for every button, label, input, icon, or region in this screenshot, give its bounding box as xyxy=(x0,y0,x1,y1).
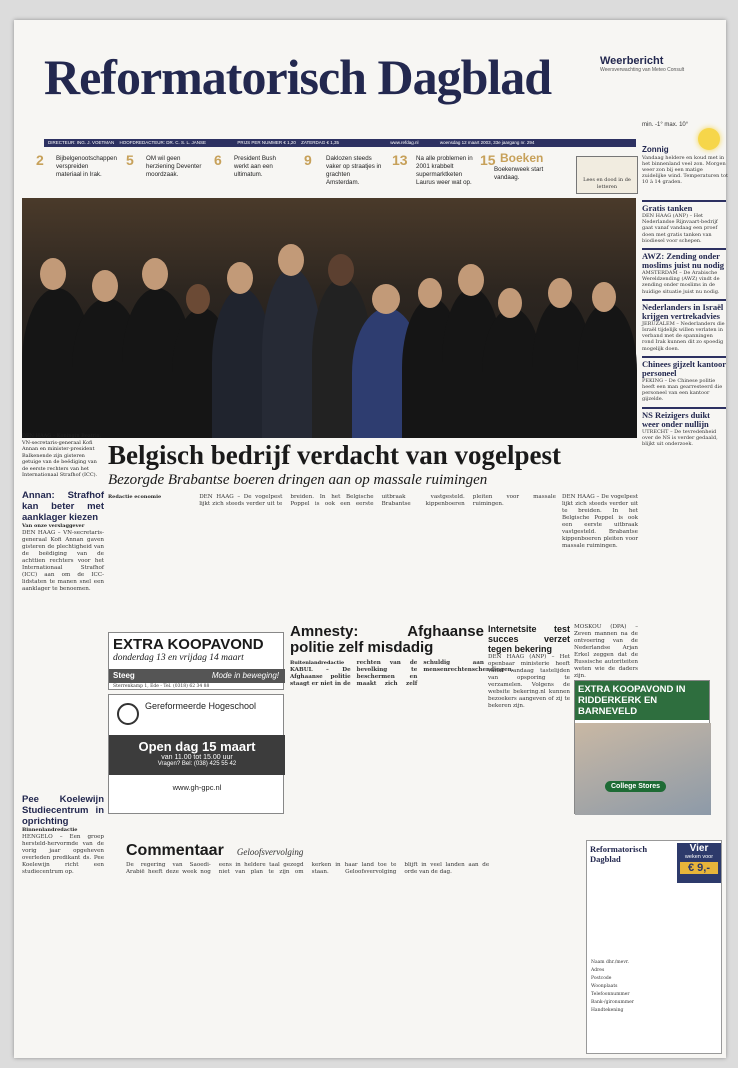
annan-body: DEN HAAG – VN-secretaris-generaal Kofi Annan gaven gisteren de plechtigheid van de beëdiging van de achttien rechters voor het Internationaal Strafhof (ICC) aan om de ICC-lidstaten te manen snel een aanklager te benoemen. xyxy=(22,530,104,592)
teaser-text: Bijbelgenootschappen verspreiden materiaal in Irak. xyxy=(56,155,117,178)
commentary-label: Commentaar xyxy=(126,842,224,859)
subscription-fields xyxy=(591,959,671,1015)
teaser-books-label: Boeken xyxy=(500,151,544,165)
info-website[interactable]: www.refdag.nl xyxy=(390,140,419,145)
field-bank[interactable]: Bank-/gironummer xyxy=(591,1000,634,1005)
sidebar-body: UTRECHT – De tevredenheid over de NS is verder gedaald, blijkt uit onderzoek. xyxy=(642,428,718,448)
lead-headline[interactable]: Belgisch bedrijf verdacht van vogelpest xyxy=(108,440,561,470)
sidebar-body: JERUZALEM – Nederlanders die Israël tijdelijk willen verlaten in verband met de spanningen rond Irak kunnen dit zo spoedig mogelijk doen. xyxy=(642,320,725,352)
annan-article xyxy=(22,490,104,610)
subscription-brand: Reformatorisch Dagblad xyxy=(590,844,648,864)
college-photo xyxy=(575,723,711,815)
sidebar-item[interactable] xyxy=(642,407,726,448)
koopavond-subtitle: donderdag 13 en vrijdag 14 maart xyxy=(113,653,244,663)
koopavond-tagline: Mode in beweging! xyxy=(211,671,279,680)
photo-caption: DEN HAAG – Koningin Beatrix, VN-secretaris-generaal Kofi Annan en minister-president Balkenende zijn gisteren getuige van de beëdiging van de eerste rechters van het Internationaal Strafhof (ICC). xyxy=(22,433,102,478)
internet-article xyxy=(488,624,570,836)
weather-box xyxy=(600,55,718,73)
weather-forecast xyxy=(642,145,728,185)
teaser-strip xyxy=(28,150,640,200)
school-url[interactable]: www.gh-gpc.nl xyxy=(172,783,222,792)
sidebar-headline: NS Reizigers duikt weer onder nullijn xyxy=(642,409,710,429)
weather-temps: min. -1° max. 10° xyxy=(642,122,689,128)
annan-headline[interactable]: Annan: Strafhof kan beter met aanklager kiezen xyxy=(22,490,104,523)
moskou-article xyxy=(574,624,638,679)
field-phone[interactable]: Telefoonnummer xyxy=(591,992,630,997)
teaser-text: OM wil geen herziening Deventer moordzaak. xyxy=(146,155,202,178)
annan-byline: Van onze verslaggever xyxy=(22,523,85,529)
school-logo-icon xyxy=(117,703,139,725)
masthead-title: Reformatorisch Dagblad xyxy=(44,49,552,105)
field-name[interactable]: Naam dhr./mevr. xyxy=(591,960,629,965)
sidebar-body: PEKING – De Chinese politie heeft een man gearresteerd die personeel van een kantoor gijzelde. xyxy=(642,377,723,403)
commentary-header xyxy=(126,840,582,858)
newspaper-page xyxy=(14,20,729,1058)
info-date: woensdag 12 maart 2003, 33e jaargang nr. 294 xyxy=(439,140,535,145)
teaser-text: Na alle problemen in 2001 krabbelt supermarktketen Laurus weer wat op. xyxy=(416,155,473,186)
koelewijn-article xyxy=(22,794,104,1044)
sidebar-body: AMSTERDAM – De Arabische Wereldzending (AWZ) vindt de zending onder moslims in de huidige situatie juist nu nodig. xyxy=(642,270,720,295)
teaser-page-number: 5 xyxy=(126,152,134,168)
info-bar xyxy=(44,139,636,147)
teaser-text: President Bush werkt aan een ultimatum. xyxy=(234,155,276,178)
teaser-page-number: 6 xyxy=(214,152,222,168)
weather-text: Vandaag heldere en koud met in het binnenland veel zon. Morgen weer zon bij een matige zuidelijke wind. Temperaturen tot 10 à 14 graden. xyxy=(642,155,729,185)
teaser-text: Daklozen steeds vaker op straatjes in grachten Amsterdam. xyxy=(326,155,382,186)
sidebar-body: DEN HAAG (ANP) – Het Nederlandse Rijnvaart-bedrijf gaat vanaf vandaag een proef doen met gratis tanken van biodiesel voor schepen. xyxy=(642,213,718,244)
sidebar-item[interactable] xyxy=(642,200,726,244)
koelewijn-headline[interactable]: Pee Koelewijn Studiecentrum in oprichting xyxy=(22,794,104,827)
teaser-text: Boekenweek start vandaag. xyxy=(494,166,544,181)
school-open-block xyxy=(109,735,285,775)
lead-continued xyxy=(562,494,638,609)
offer-line1: Vier xyxy=(689,843,709,854)
news-sidebar xyxy=(642,200,726,451)
field-city[interactable]: Woonplaats xyxy=(591,984,618,989)
lead-byline: Redactie economie xyxy=(108,494,162,500)
commentary-topic: Geloofsvervolging xyxy=(236,847,304,857)
info-director: DIRECTEUR: ING. J. VOETMAN xyxy=(48,140,115,145)
offer-line2: weken voor xyxy=(684,854,714,860)
commentary-body xyxy=(126,862,582,1052)
school-phone: Vragen? Bel: (038) 425 55 42 xyxy=(157,761,237,767)
amnesty-columns xyxy=(290,660,514,688)
amnesty-article xyxy=(290,623,514,834)
teaser-page-number: 13 xyxy=(392,152,408,168)
school-time: van 11.00 tot 15.00 uur xyxy=(161,754,233,761)
lead-continued-text: DEN HAAG – De vogelpest lijkt zich steeds verder uit te breiden. In het Belgische Poppel is ook een eerste uitbraak vastgesteld. Brabantse kippenboeren pleiten voor massale ruimingen. xyxy=(562,494,638,549)
field-postcode[interactable]: Postcode xyxy=(591,976,612,981)
college-title: EXTRA KOOPAVOND IN RIDDERKERK EN BARNEVELD xyxy=(575,681,709,720)
sidebar-headline: Nederlanders in Israël krijgen vertrekadvies xyxy=(642,301,724,321)
sidebar-headline: Gratis tanken xyxy=(642,203,693,213)
koelewijn-body: HENGELO – Een groep hersteld-hervormde van de vorig jaar opgeheven overleden predikant ds. Pee Koelewijn richt een studiecentrum op. xyxy=(22,834,104,875)
weather-heading: Weerbericht xyxy=(600,55,664,67)
koelewijn-byline: Binnenlandredactie xyxy=(22,827,78,833)
offer-price: € 9,- xyxy=(680,862,718,874)
sidebar-headline: Chinees gijzelt kantoor personeel xyxy=(642,358,726,378)
info-editor: HOOFDREDACTEUR: DR. C. S. L. JANSE xyxy=(119,140,207,145)
sidebar-headline: AWZ: Zending onder moslims juist nu nodig xyxy=(642,251,724,271)
internet-body: DEN HAAG (ANP) – Het openbaar ministerie heeft vanaf vandaag tastelijden van opsporing te verzamelen. Volgens de website bekering.nl kunnen bezoekers aangeven of zij te bekeren zijn. xyxy=(488,654,570,709)
subscription-offer xyxy=(677,843,721,883)
front-photo xyxy=(22,198,636,430)
amnesty-headline[interactable]: Amnesty: Afghaanse politie zelf misdadig xyxy=(290,623,484,656)
info-price: PRIJS PER NUMMER € 1,20 xyxy=(237,140,296,145)
koopavond-address: Sterrenkamp 1, Ede - Tel. (0318) 62 34 88 xyxy=(113,684,210,689)
teaser-page-number: 2 xyxy=(36,152,44,168)
koopavond-title: EXTRA KOOPAVOND xyxy=(113,636,264,653)
moskou-body: MOSKOU (DPA) – Zeven mannen na de ontvoering van de Nederlandse Arjan Erkel zeggen dat de Russische autoriteiten weten wie de daders zijn. xyxy=(574,624,638,679)
field-signature[interactable]: Handtekening xyxy=(591,1008,624,1013)
koopavond-brand: Steeg xyxy=(113,671,135,680)
teaser-page-number: 15 xyxy=(480,152,496,168)
internet-headline[interactable]: Internetsite test succes verzet tegen bekering xyxy=(488,624,570,654)
sidebar-item[interactable] xyxy=(642,356,726,403)
school-ad[interactable] xyxy=(108,694,284,814)
lees-logo: Lees en dood in de letteren xyxy=(576,156,638,194)
college-ad[interactable] xyxy=(574,680,710,814)
lead-subheadline: Bezorgde Brabantse boeren dringen aan op massale ruimingen xyxy=(108,472,488,488)
lead-text: DEN HAAG – De vogelpest lijkt zich steeds verder uit te breiden. In het Belgische Poppel is ook een eerste uitbraak vastgesteld. Brabantse kippenboeren pleiten voor massale ruimingen. xyxy=(199,494,556,507)
amnesty-byline: Buitenlandredactie xyxy=(290,660,345,666)
lead-body xyxy=(108,494,556,624)
teaser-page-number: 9 xyxy=(304,152,312,168)
field-address[interactable]: Adres xyxy=(591,968,605,973)
subscription-form xyxy=(586,840,722,1054)
school-open-day: Open dag 15 maart xyxy=(138,739,256,754)
koopavond-brand-bar xyxy=(109,669,285,683)
college-brand: College Stores xyxy=(605,781,666,792)
sidebar-item[interactable] xyxy=(642,299,726,352)
school-name: Gereformeerde Hogeschool xyxy=(145,701,257,711)
weather-source: Weersverwachting van Meteo Consult xyxy=(600,67,685,73)
amnesty-lede: KABUL – De Afghaanse politie staagt er niet in de rechten van de bevolking te beschermen en maakt zich zelf schuldig aan mensenrechtenschendingen. xyxy=(290,660,514,687)
sidebar-item[interactable] xyxy=(642,248,726,295)
koopavond-ad[interactable] xyxy=(108,632,284,690)
weather-title: Zonnig xyxy=(642,145,669,154)
info-price-sat: ZATERDAG € 1,35 xyxy=(301,140,340,145)
commentary-text: De regering van Saoedi-Arabië heeft deze week nog eens in heldere taal gezegd niet van plan te zijn om kerken in haar land toe te staan. Geloofsvervolging blijft in veel landen aan de orde van de dag. xyxy=(126,862,490,875)
